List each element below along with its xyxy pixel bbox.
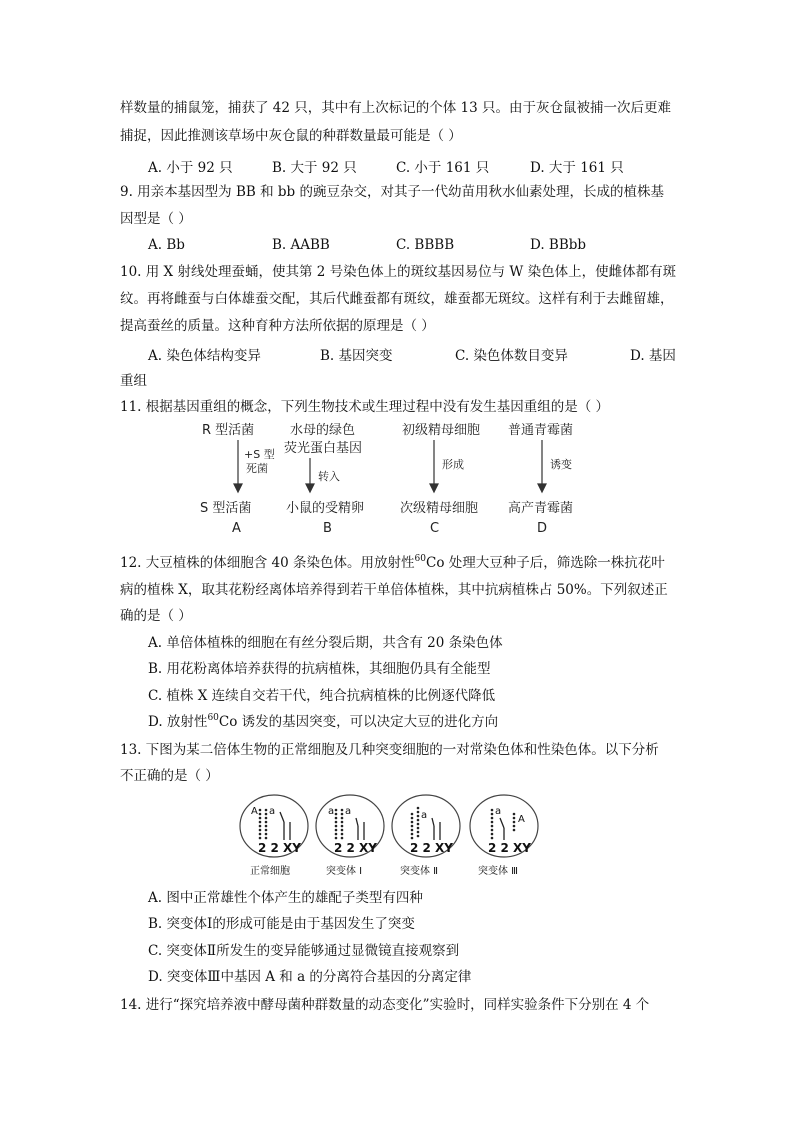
q10-option-b: B. 基因突变 bbox=[320, 348, 393, 364]
q8-option-b: B. 大于 92 只 bbox=[272, 160, 357, 176]
q9-option-b: B. AABB bbox=[272, 237, 330, 253]
gene-a-mutant-1-right: a bbox=[345, 806, 352, 817]
chromosomes-normal bbox=[259, 809, 268, 840]
q11-bottom-d: 高产青霉菌 bbox=[508, 501, 574, 516]
q10-options bbox=[0, 344, 794, 364]
q12-line2: 病的植株 X，取其花粉经离体培养得到若干单倍体植株，其中抗病植株占 50%。下列叙述正 bbox=[120, 582, 668, 598]
q10-option-d: D. 基因 bbox=[630, 348, 676, 364]
q9-option-d: D. BBbb bbox=[530, 237, 587, 253]
q11-letter-b: B bbox=[323, 521, 332, 536]
q11-arrow-label-a1: +S 型 bbox=[244, 448, 275, 461]
q12-line1: 12. 大豆植株的体细胞含 40 条染色体。用放射性$^{60}$Co 处理大豆种子后，筛选除一株抗花叶 bbox=[120, 554, 665, 571]
q11-arrow-label-c: 形成 bbox=[442, 458, 464, 471]
q11-arrow-label-b: 转入 bbox=[318, 470, 340, 483]
chrom-label-mutant-2: 2 2 XY bbox=[410, 841, 453, 855]
q11-bottom-b: 小鼠的受精卵 bbox=[286, 501, 365, 516]
q8-option-d: D. 大于 161 只 bbox=[530, 160, 624, 176]
q11-top-c: 初级精母细胞 bbox=[402, 423, 481, 438]
q11-bottom-a: S 型活菌 bbox=[200, 501, 252, 516]
q13-option-c: C. 突变体Ⅱ所发生的变异能够通过显微镜直接观察到 bbox=[148, 943, 460, 959]
q12-line3: 确的是（ ） bbox=[120, 608, 192, 624]
q9-option-a: A. Bb bbox=[148, 237, 185, 253]
q13-option-d: D. 突变体Ⅲ中基因 A 和 a 的分离符合基因的分离定律 bbox=[148, 969, 472, 985]
chromosomes-mutant-2 bbox=[411, 807, 420, 840]
q10-option-d-wrap: 重组 bbox=[120, 373, 147, 389]
chrom-label-mutant-1: 2 2 XY bbox=[334, 841, 377, 855]
q10-line2: 纹。再将雌蚕与白体雄蚕交配，其后代雌蚕都有斑纹，雄蚕都无斑纹。这样有利于去雌留雄， bbox=[120, 291, 674, 307]
q10-line1: 10. 用 X 射线处理蚕蛹，使其第 2 号染色体上的斑纹基因易位与 W 染色体上，使雌体都有斑 bbox=[120, 264, 677, 280]
q9-line1: 9. 用亲本基因型为 BB 和 bb 的豌豆杂交，对其子一代幼苗用秋水仙素处理，长成的植株基 bbox=[120, 184, 664, 200]
q12-option-c: C. 植株 X 连续自交若干代，纯合抗病植株的比例逐代降低 bbox=[148, 688, 496, 704]
q11-letter-c: C bbox=[430, 521, 440, 536]
q11-top-b2: 荧光蛋白基因 bbox=[284, 441, 363, 456]
q11-letter-d: D bbox=[537, 521, 548, 536]
chrom-label-normal: 2 2 XY bbox=[258, 841, 301, 855]
q11-bottom-c: 次级精母细胞 bbox=[400, 501, 479, 516]
gene-a-mutant-2: a bbox=[421, 810, 428, 821]
q13-option-b: B. 突变体Ⅰ的形成可能是由于基因发生了突变 bbox=[148, 916, 415, 932]
q11-top-a: R 型活菌 bbox=[202, 423, 255, 438]
q11-top-d: 普通青霉菌 bbox=[508, 423, 574, 438]
q8-line2: 捕捉，因此推测该草场中灰仓鼠的种群数量最可能是（ ） bbox=[120, 128, 462, 144]
q11-arrow-label-d: 诱变 bbox=[550, 458, 572, 471]
chromosomes-mutant-1 bbox=[335, 809, 344, 840]
q12-option-a: A. 单倍体植株的细胞在有丝分裂后期，共含有 20 条染色体 bbox=[148, 635, 503, 651]
chrom-label-mutant-3: 2 2 XY bbox=[488, 841, 531, 855]
q8-option-a: A. 小于 92 只 bbox=[148, 160, 233, 176]
q10-option-a: A. 染色体结构变异 bbox=[148, 348, 261, 364]
q13-line1: 13. 下图为某二倍体生物的正常细胞及几种突变细胞的一对常染色体和性染色体。以下分析 bbox=[120, 742, 659, 758]
cell-label-mutant-3: 突变体 Ⅲ bbox=[478, 866, 519, 877]
q10-line3: 提高蚕丝的质量。这种育种方法所依据的原理是（ ） bbox=[120, 318, 435, 334]
q13-figure bbox=[236, 792, 546, 880]
q11-figure bbox=[190, 418, 610, 538]
q9-options bbox=[0, 237, 794, 257]
q11-line1: 11. 根据基因重组的概念，下列生物技术或生理过程中没有发生基因重组的是（ ） bbox=[120, 399, 610, 415]
q10-option-c: C. 染色体数目变异 bbox=[455, 348, 568, 364]
q8-option-c: C. 小于 161 只 bbox=[396, 160, 490, 176]
q12-option-d: D. 放射性$^{60}$Co 诱发的基因突变，可以决定大豆的进化方向 bbox=[148, 713, 499, 730]
gene-a-normal: a bbox=[269, 806, 276, 817]
q13-line2: 不正确的是（ ） bbox=[120, 768, 219, 784]
q9-line2: 因型是（ ） bbox=[120, 211, 192, 227]
q11-arrowhead-d bbox=[538, 484, 546, 492]
q11-arrowhead-b bbox=[306, 484, 314, 492]
q11-letter-a: A bbox=[232, 521, 241, 536]
q13-option-a: A. 图中正常雄性个体产生的雄配子类型有四种 bbox=[148, 890, 423, 906]
cell-label-normal: 正常细胞 bbox=[250, 866, 290, 877]
gene-A-normal: A bbox=[251, 806, 258, 817]
q9-option-c: C. BBBB bbox=[396, 237, 455, 253]
cell-label-mutant-2: 突变体 Ⅱ bbox=[400, 866, 439, 877]
q11-arrow-label-a2: 死菌 bbox=[246, 462, 268, 475]
q8-options bbox=[0, 156, 794, 176]
q11-arrowhead-a bbox=[234, 484, 242, 492]
cell-label-mutant-1: 突变体 Ⅰ bbox=[326, 866, 363, 877]
gene-A-mutant-3: A bbox=[518, 814, 525, 825]
q12-option-b: B. 用花粉离体培养获得的抗病植株，其细胞仍具有全能型 bbox=[148, 661, 491, 677]
gene-a-mutant-3: a bbox=[495, 806, 502, 817]
q12-superscript: 60 bbox=[414, 554, 426, 564]
q14-line1: 14. 进行“探究培养液中酵母菌种群数量的动态变化”实验时，同样实验条件下分别在 4 个 bbox=[120, 997, 650, 1013]
q8-line1: 样数量的捕鼠笼，捕获了 42 只，其中有上次标记的个体 13 只。由于灰仓鼠被捕一次后更难 bbox=[120, 100, 672, 116]
gene-a-mutant-1-left: a bbox=[328, 806, 335, 817]
q11-top-b: 水母的绿色 bbox=[290, 423, 356, 438]
q11-arrowhead-c bbox=[430, 484, 438, 492]
